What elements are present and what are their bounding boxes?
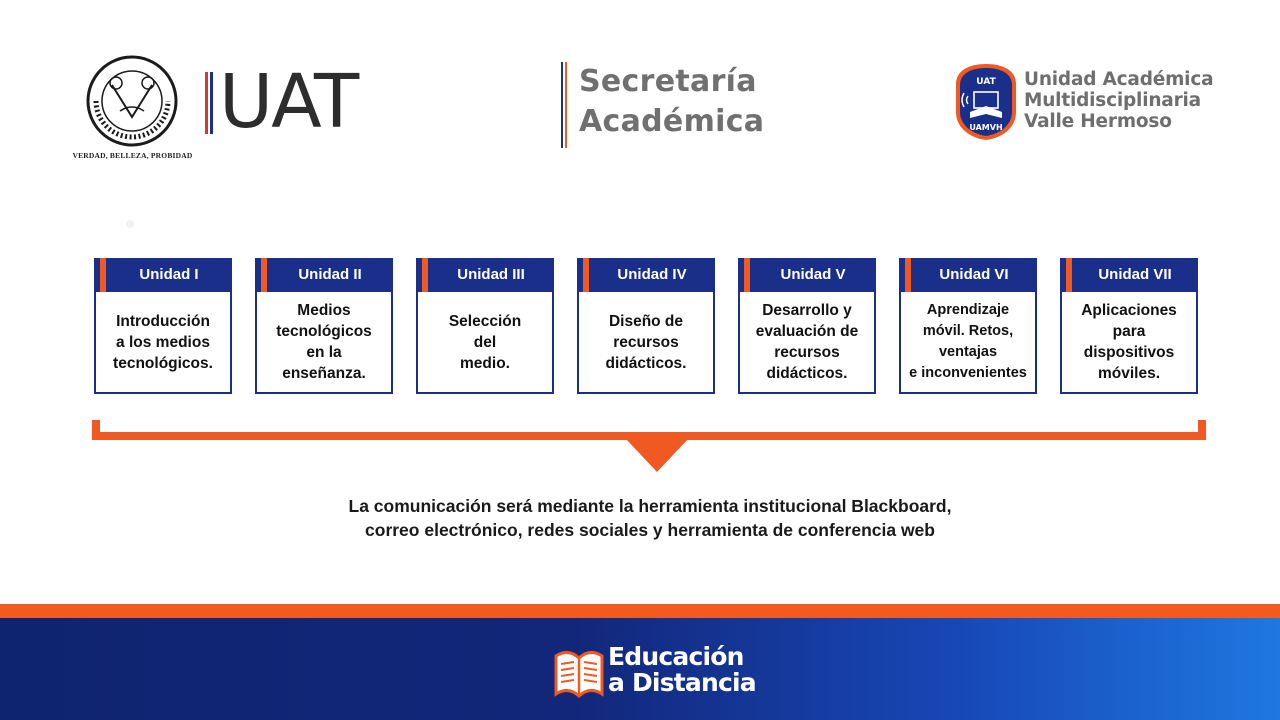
unit-header [416,258,554,292]
uamvh-logo [952,62,1212,144]
uamvh-line2: Multidisciplinaria [1024,90,1201,111]
unit-description: Selección del medio. [448,312,522,372]
uat-logo [205,59,375,145]
unit-card-7 [1060,258,1198,394]
secretaria-line1: Secretaría [579,64,757,99]
unit-card-6 [899,258,1037,394]
unit-header [899,258,1037,292]
educacion-line2: a Distancia [608,668,756,697]
unit-card-5 [738,258,876,394]
bracket-arrow-icon [92,420,1206,474]
secretaria-bars-icon [561,62,569,148]
seal-emblem-icon [82,55,182,151]
uamvh-badge-top: UAT [976,77,996,87]
seal-motto: VERDAD, BELLEZA, PROBIDAD [72,151,193,160]
secretaria-academica-logo [561,62,765,148]
unit-header [738,258,876,292]
unit-description: Desarrollo y evaluación de recursos didácticos. [755,302,859,382]
uamvh-text [1024,69,1213,132]
secretaria-text [579,62,764,142]
unit-title: Unidad V [780,266,846,283]
uat-seal-logo [70,55,195,165]
unit-title: Unidad VII [1098,266,1172,283]
educacion-line1: Educación [608,642,744,671]
uamvh-badge-bottom: UAMVH [969,123,1003,132]
decorative-dot [126,220,134,228]
footer-stripe [0,604,1280,618]
unit-title: Unidad I [139,266,199,283]
unit-header [255,258,393,292]
unit-header [94,258,232,292]
unit-description: Introducción a los medios tecnológicos. [113,312,213,372]
unit-header [1060,258,1198,292]
unit-description: Aplicaciones para dispositivos móviles. [1081,302,1177,382]
unit-description: Aprendizaje móvil. Retos, ventajas e inconvenientes [909,302,1027,381]
uat-bars-icon [205,72,215,134]
unit-title: Unidad VI [939,266,1009,283]
uamvh-line3: Valle Hermoso [1024,111,1172,132]
unit-title: Unidad III [457,266,525,283]
unit-description: Medios tecnológicos en la enseñanza. [276,302,372,382]
secretaria-line2: Académica [579,104,765,139]
communication-message [240,494,1060,542]
unit-card-1 [94,258,232,394]
unit-card-4 [577,258,715,394]
open-book-icon [552,644,606,700]
unit-title: Unidad IV [617,266,687,283]
educacion-text [608,644,756,696]
unit-card-3 [416,258,554,394]
unit-title: Unidad II [298,266,362,283]
unit-header [577,258,715,292]
message-line1: La comunicación será mediante la herramienta institucional Blackboard, [348,496,952,516]
uat-wordmark: UAT [219,59,358,145]
message-line2: correo electrónico, redes sociales y herramienta de conferencia web [365,520,935,540]
uamvh-line1: Unidad Académica [1024,69,1214,90]
educacion-distancia-logo [552,642,756,704]
uamvh-badge-icon [952,62,1020,142]
unit-card-2 [255,258,393,394]
unit-description: Diseño de recursos didácticos. [605,312,687,372]
